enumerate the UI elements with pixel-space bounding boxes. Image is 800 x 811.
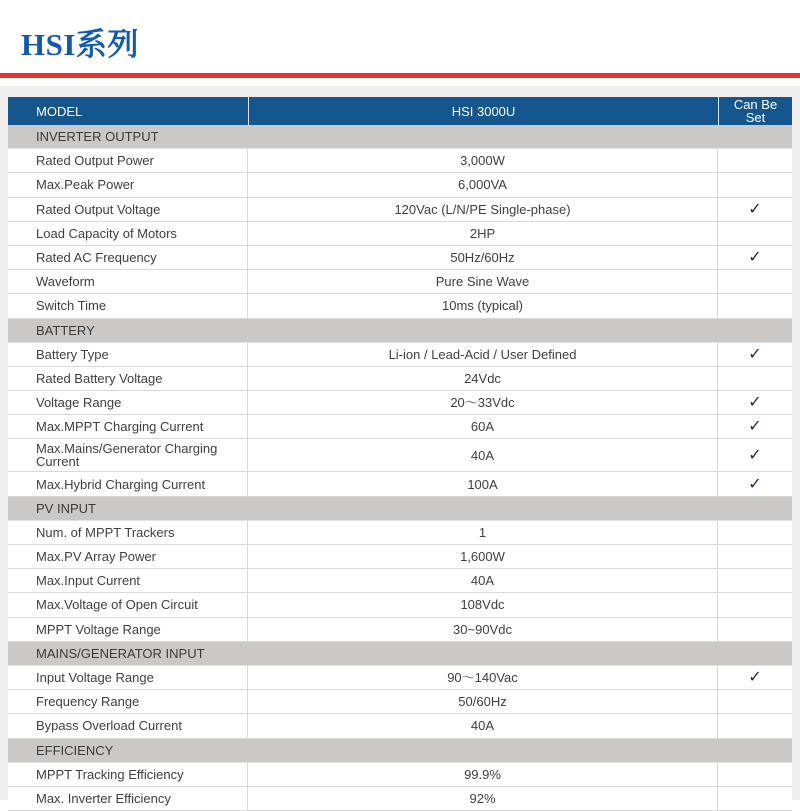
spec-label: Max.Input Current — [8, 569, 248, 592]
spec-value: 6,000VA — [248, 173, 718, 196]
page-title: HSI系列 — [21, 27, 139, 62]
spec-value: 90～140Vac — [248, 666, 718, 689]
spec-label: Max.PV Array Power — [8, 545, 248, 568]
header-can-be-set — [718, 97, 792, 125]
spec-value: 10ms (typical) — [248, 294, 718, 317]
table-row — [8, 246, 792, 270]
table-row — [8, 545, 792, 569]
spec-value: 20～33Vdc — [248, 391, 718, 414]
spec-label: Voltage Range — [8, 391, 248, 414]
spec-value: 1 — [248, 521, 718, 544]
spec-value: 92% — [248, 787, 718, 810]
spec-table — [8, 97, 792, 811]
check-cell-empty — [718, 521, 792, 544]
header-can-be-set-line1: Can Be — [733, 97, 778, 112]
spec-value: 1,600W — [248, 545, 718, 568]
spec-value: 3,000W — [248, 149, 718, 172]
spec-label: Num. of MPPT Trackers — [8, 521, 248, 544]
spec-value: 99.9% — [248, 763, 718, 786]
spec-label: Max. Inverter Efficiency — [8, 787, 248, 810]
check-icon: ✓ — [748, 475, 762, 493]
spec-label: Load Capacity of Motors — [8, 222, 248, 245]
check-icon: ✓ — [748, 345, 762, 363]
table-row — [8, 666, 792, 690]
table-row — [8, 472, 792, 496]
table-row — [8, 198, 792, 222]
spec-label: Max.MPPT Charging Current — [8, 415, 248, 438]
table-row — [8, 618, 792, 642]
check-cell-empty — [718, 149, 792, 172]
spec-label: MPPT Voltage Range — [8, 618, 248, 641]
header-model: MODEL — [36, 103, 83, 119]
spec-label: Max.Peak Power — [8, 173, 248, 196]
table-row — [8, 270, 792, 294]
check-icon: ✓ — [748, 669, 762, 687]
spec-label: Rated Output Voltage — [8, 198, 248, 221]
spec-table-background — [0, 86, 800, 806]
spec-label: Bypass Overload Current — [8, 714, 248, 737]
section-header-efficiency: EFFICIENCY — [8, 739, 792, 763]
spec-value: 50/60Hz — [248, 690, 718, 713]
table-row — [8, 521, 792, 545]
spec-value: 108Vdc — [248, 593, 718, 616]
table-row — [8, 569, 792, 593]
check-icon: ✓ — [748, 446, 762, 464]
spec-label: Rated Output Power — [8, 149, 248, 172]
spec-value: 120Vac (L/N/PE Single-phase) — [248, 198, 718, 221]
table-row — [8, 173, 792, 197]
spec-label: Battery Type — [8, 343, 248, 366]
table-row — [8, 367, 792, 391]
check-cell-empty — [718, 787, 792, 810]
table-body — [8, 125, 792, 811]
spec-label: Frequency Range — [8, 690, 248, 713]
spec-value: 60A — [248, 415, 718, 438]
table-row — [8, 222, 792, 246]
section-header-pv-input: PV INPUT — [8, 497, 792, 521]
check-cell-empty — [718, 690, 792, 713]
header-can-be-set-line2: Set — [745, 110, 766, 125]
check-icon: ✓ — [748, 394, 762, 412]
spec-label: Switch Time — [8, 294, 248, 317]
spec-value: 50Hz/60Hz — [248, 246, 718, 269]
spec-value: 24Vdc — [248, 367, 718, 390]
spec-value: Pure Sine Wave — [248, 270, 718, 293]
table-row — [8, 714, 792, 738]
section-header-battery: BATTERY — [8, 319, 792, 343]
section-header-inverter-output: INVERTER OUTPUT — [8, 125, 792, 149]
spec-label: Rated AC Frequency — [8, 246, 248, 269]
table-row — [8, 391, 792, 415]
table-row — [8, 787, 792, 811]
spec-label: Waveform — [8, 270, 248, 293]
spec-value: 40A — [248, 714, 718, 737]
red-divider-rule — [0, 73, 800, 78]
table-row — [8, 415, 792, 439]
spec-label: Max.Mains/Generator Charging Current — [8, 439, 248, 471]
spec-label: MPPT Tracking Efficiency — [8, 763, 248, 786]
check-cell-empty — [718, 714, 792, 737]
table-row — [8, 690, 792, 714]
check-cell-empty — [718, 545, 792, 568]
section-header-mains-generator-input: MAINS/GENERATOR INPUT — [8, 642, 792, 666]
spec-value: 30~90Vdc — [248, 618, 718, 641]
spec-label: Rated Battery Voltage — [8, 367, 248, 390]
spec-value: Li-ion / Lead-Acid / User Defined — [248, 343, 718, 366]
check-icon: ✓ — [748, 249, 762, 267]
spec-label: Max.Voltage of Open Circuit — [8, 593, 248, 616]
table-row — [8, 439, 792, 472]
check-cell-empty — [718, 294, 792, 317]
table-header-row — [8, 97, 792, 125]
check-cell-empty — [718, 618, 792, 641]
table-row — [8, 294, 792, 318]
table-row — [8, 763, 792, 787]
check-cell-empty — [718, 367, 792, 390]
table-row — [8, 149, 792, 173]
check-icon: ✓ — [748, 200, 762, 218]
check-cell-empty — [718, 763, 792, 786]
spec-value: 40A — [248, 439, 718, 471]
table-row — [8, 593, 792, 617]
spec-label: Max.Hybrid Charging Current — [8, 472, 248, 495]
spec-value: 40A — [248, 569, 718, 592]
check-cell-empty — [718, 222, 792, 245]
check-icon: ✓ — [748, 418, 762, 436]
check-cell-empty — [718, 173, 792, 196]
table-row — [8, 343, 792, 367]
spec-value: 2HP — [248, 222, 718, 245]
header-model-value: HSI 3000U — [248, 97, 718, 125]
spec-value: 100A — [248, 472, 718, 495]
check-cell-empty — [718, 593, 792, 616]
check-cell-empty — [718, 270, 792, 293]
spec-label: Input Voltage Range — [8, 666, 248, 689]
check-cell-empty — [718, 569, 792, 592]
